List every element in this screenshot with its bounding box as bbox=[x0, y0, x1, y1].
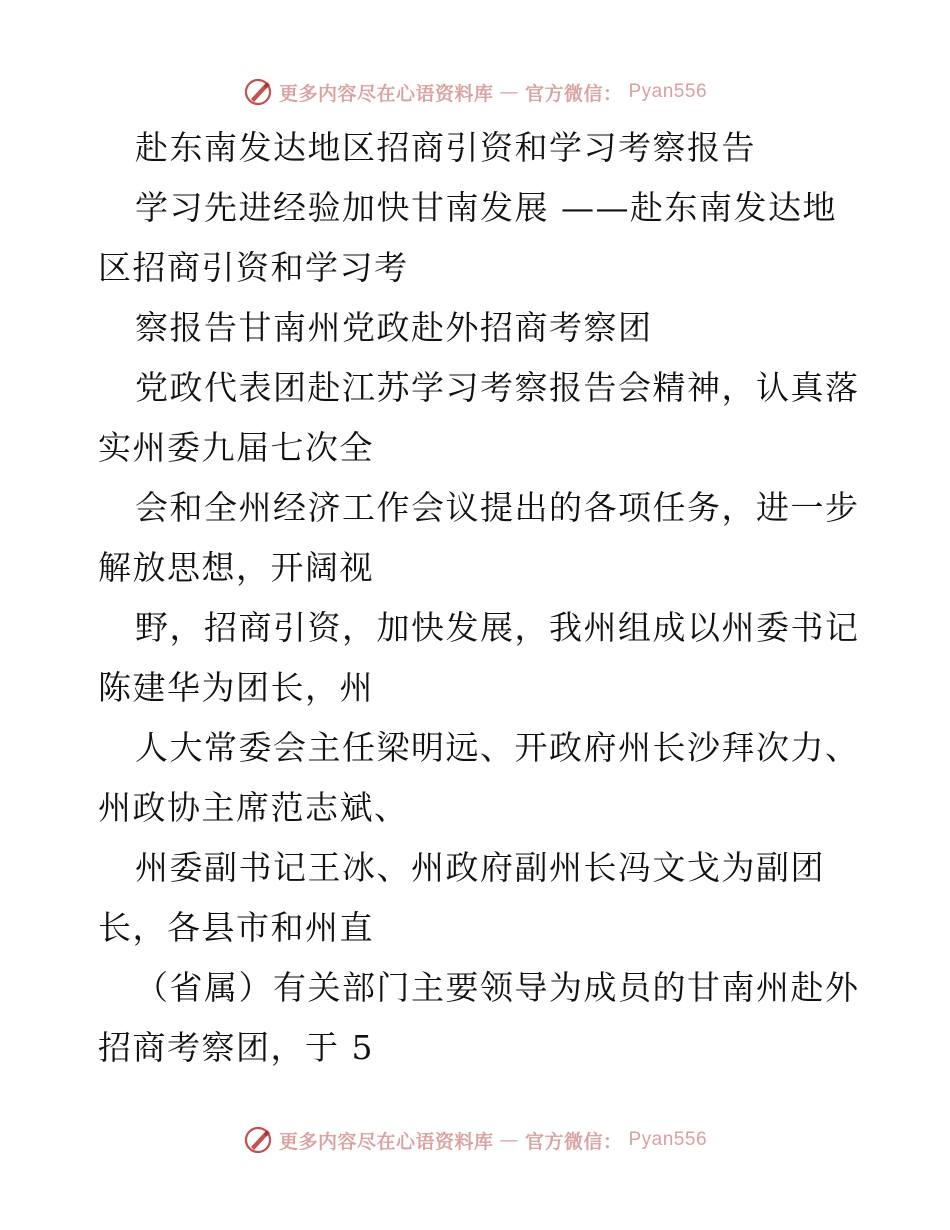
footer-watermark bbox=[0, 1120, 950, 1160]
document-body bbox=[98, 118, 868, 1078]
document-paragraph: （省属）有关部门主要领导为成员的甘南州赴外招商考察团，于 5 bbox=[98, 968, 860, 1067]
document-paragraph: 党政代表团赴江苏学习考察报告会精神，认真落实州委九届七次全 bbox=[98, 368, 860, 467]
document-paragraph: 察报告甘南州党政赴外招商考察团 bbox=[135, 308, 653, 347]
watermark-dash: — bbox=[499, 81, 519, 103]
document-paragraph: 州委副书记王冰、州政府副州长冯文戈为副团长，各县市和州直 bbox=[98, 848, 825, 947]
watermark-label: 官方微信： bbox=[524, 1130, 623, 1153]
document-paragraph: 学习先进经验加快甘南发展 ——赴东南发达地区招商引资和学习考 bbox=[98, 188, 837, 287]
document-paragraph: 会和全州经济工作会议提出的各项任务，进一步解放思想，开阔视 bbox=[98, 488, 860, 587]
watermark-text: 更多内容尽在心语资料库 bbox=[278, 1130, 494, 1153]
watermark-text: 更多内容尽在心语资料库 bbox=[278, 82, 494, 105]
watermark-label: 官方微信： bbox=[524, 82, 623, 105]
document-paragraph: 人大常委会主任梁明远、开政府州长沙拜次力、州政协主席范志斌、 bbox=[98, 728, 860, 827]
pen-logo-icon bbox=[243, 77, 273, 107]
header-watermark bbox=[0, 72, 950, 112]
document-title: 赴东南发达地区招商引资和学习考察报告 bbox=[135, 128, 756, 167]
watermark-handle: Pyan556 bbox=[628, 1129, 708, 1150]
watermark-dash: — bbox=[499, 1129, 519, 1151]
watermark-handle: Pyan556 bbox=[628, 81, 708, 102]
document-paragraph: 野，招商引资，加快发展，我州组成以州委书记陈建华为团长，州 bbox=[98, 608, 860, 707]
pen-logo-icon bbox=[243, 1125, 273, 1155]
